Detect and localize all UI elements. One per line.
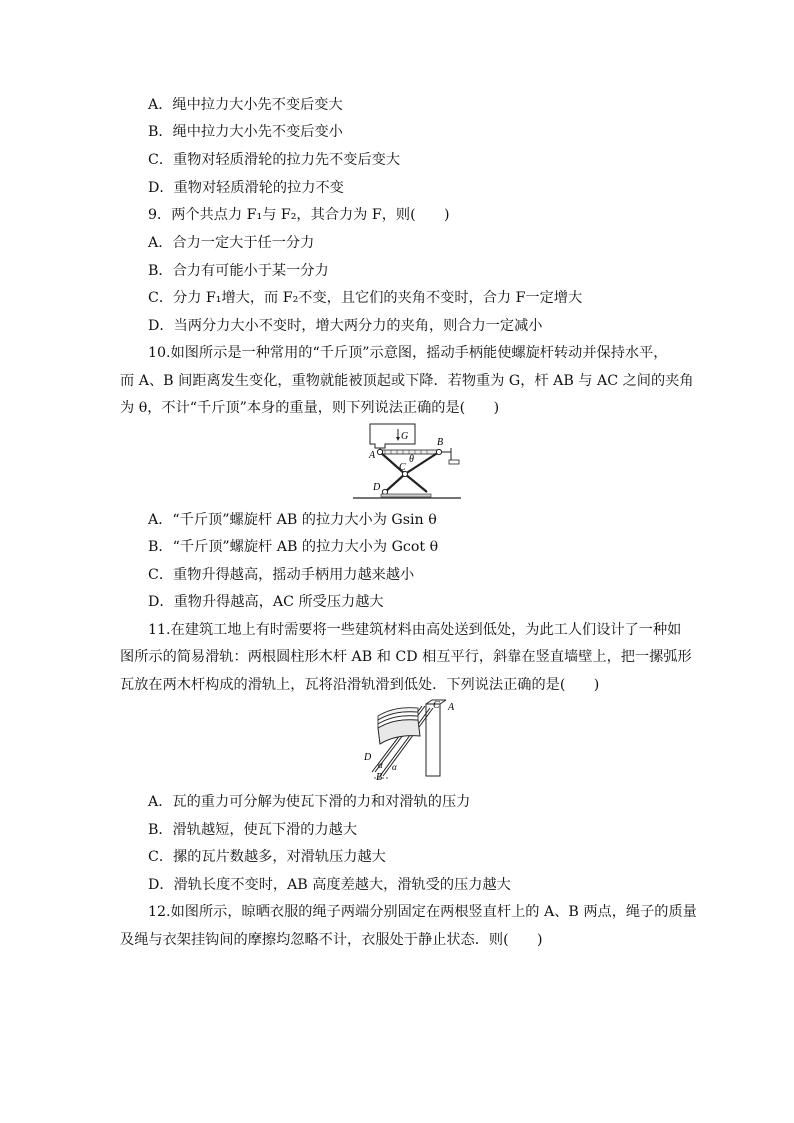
q9-stem: 9．两个共点力 F₁与 F₂，其合力为 F，则( ): [148, 207, 450, 223]
q12-stem-line-2: 及绳与衣架挂钩间的摩擦均忽略不计，衣服处于静止状态．则( ): [120, 932, 543, 948]
q9-option-b: B．合力有可能小于某一分力: [148, 263, 329, 279]
q8-option-a: A．绳中拉力大小先不变后变大: [148, 97, 343, 113]
q11-option-d: D．滑轨长度不变时，AB 高度差越大，滑轨受的压力越大: [148, 877, 511, 893]
tile-slide-figure: [360, 698, 460, 780]
q10-option-c: C．重物升得越高，摇动手柄用力越来越小: [148, 567, 415, 583]
q9-option-a: A．合力一定大于任一分力: [148, 235, 315, 251]
q11-stem-line-2: 图所示的简易滑轨：两根圆柱形木杆 AB 和 CD 相互平行，斜靠在竖直墙壁上，把一摞弧形: [120, 649, 692, 665]
q11-option-b: B．滑轨越短，使瓦下滑的力越大: [148, 822, 358, 838]
q9-option-d: D．当两分力大小不变时，增大两分力的夹角，则合力一定减小: [148, 318, 543, 334]
q9-option-c: C．分力 F₁增大，而 F₂不变，且它们的夹角不变时，合力 F一定增大: [148, 290, 583, 306]
jack-label-b: B: [437, 437, 444, 448]
q8-option-b: B．绳中拉力大小先不变后变小: [148, 124, 343, 140]
q8-option-c: C．重物对轻质滑轮的拉力先不变后变大: [148, 152, 401, 168]
q10-stem-line-3: 为 θ，不计“千斤顶”本身的重量，则下列说法正确的是( ): [120, 400, 500, 416]
q10-stem-line-1: 10.如图所示是一种常用的“千斤顶”示意图，摇动手柄能使螺旋杆转动并保持水平，: [148, 345, 668, 361]
q11-stem-line-1: 11.在建筑工地上有时需要将一些建筑材料由高处送到低处，为此工人们设计了一种如: [148, 622, 682, 638]
q11-stem-line-3: 瓦放在两木杆构成的滑轨上，瓦将沿滑轨滑到低处．下列说法正确的是( ): [120, 677, 600, 693]
tile-label-a: A: [448, 702, 455, 713]
tile-label-c: C: [433, 700, 440, 711]
tile-label-alpha-2: α: [392, 762, 397, 772]
jack-figure: [345, 420, 465, 502]
jack-label-theta: θ: [409, 454, 414, 465]
q11-option-c: C．摞的瓦片数越多，对滑轨压力越大: [148, 849, 386, 865]
jack-label-a: A: [369, 450, 376, 461]
q10-option-b: B．“千斤顶”螺旋杆 AB 的拉力大小为 Gcot θ: [148, 539, 439, 555]
q10-option-d: D．重物升得越高，AC 所受压力越大: [148, 594, 384, 610]
jack-label-c: C: [399, 462, 406, 473]
tile-label-d: D: [364, 752, 372, 763]
jack-label-d: D: [373, 482, 381, 493]
q10-option-a: A．“千斤顶”螺旋杆 AB 的拉力大小为 Gsin θ: [148, 512, 437, 528]
q10-stem-line-2: 而 A、B 间距离发生变化，重物就能被顶起或下降．若物重为 G，杆 AB 与 AC 之间的夹角: [120, 373, 694, 389]
jack-label-g: G: [401, 431, 409, 442]
q11-option-a: A．瓦的重力可分解为使瓦下滑的力和对滑轨的压力: [148, 794, 471, 810]
q12-stem-line-1: 12.如图所示，晾晒衣服的绳子两端分别固定在两根竖直杆上的 A、B 两点，绳子的质量: [148, 904, 697, 920]
q8-option-d: D．重物对轻质滑轮的拉力不变: [148, 180, 344, 196]
tile-label-alpha-1: α: [378, 760, 383, 770]
tile-label-b: B: [376, 772, 383, 780]
